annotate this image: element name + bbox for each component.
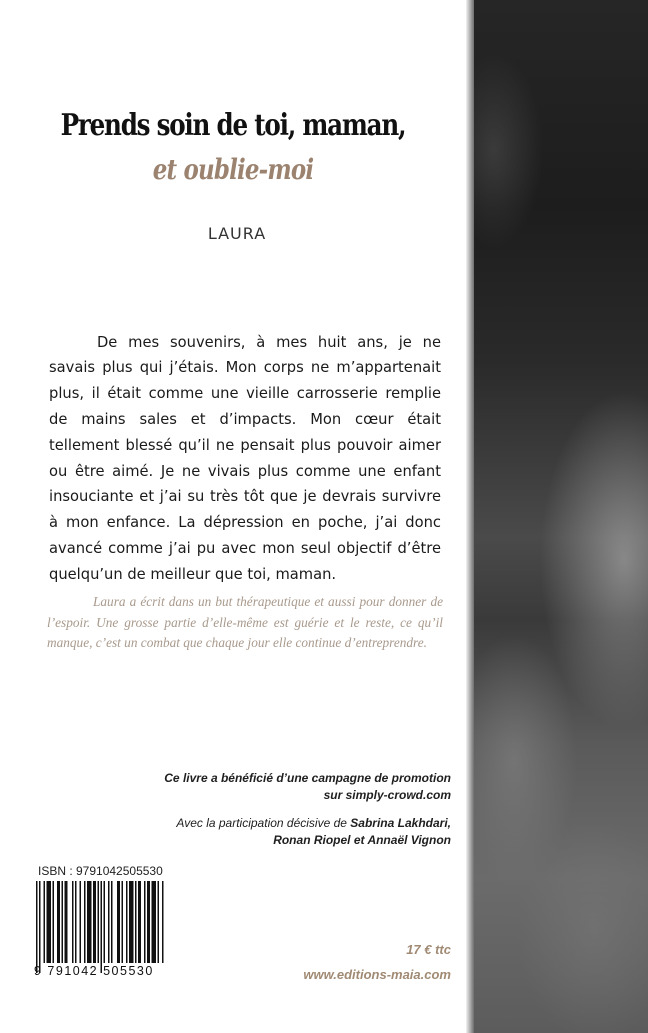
isbn-label: ISBN : 9791042505530 xyxy=(38,864,163,878)
barcode-bar xyxy=(93,881,96,963)
barcode-bar xyxy=(75,881,77,963)
barcode-bar xyxy=(126,881,128,963)
spine-edge-highlight xyxy=(466,0,474,1033)
barcode-bar xyxy=(53,881,55,963)
barcode-bar xyxy=(80,881,82,963)
barcode-bar xyxy=(147,881,150,963)
barcode-bar xyxy=(104,881,106,963)
barcode-bar xyxy=(111,881,113,963)
barcode-bar xyxy=(117,881,120,963)
about-author-paragraph: Laura a écrit dans un but thérapeutique et aussi pour donner de l’espoir. Une grosse partie d’elle-même est guérie et le reste, ce qu’il manque, c’est un combat que chaque jour elle continue d’entreprendre. xyxy=(47,594,443,651)
barcode-bar xyxy=(135,881,137,963)
credits-line-2 xyxy=(176,832,451,849)
barcode-bar xyxy=(122,881,124,963)
promo-note xyxy=(164,770,451,804)
barcode-bar xyxy=(98,881,100,963)
barcode-bar xyxy=(57,881,60,963)
barcode-bar xyxy=(152,881,157,963)
barcode-bar xyxy=(101,881,103,973)
book-title: Prends soin de toi, maman, xyxy=(60,108,406,143)
barcode-bar xyxy=(44,881,46,963)
barcode-bar xyxy=(47,881,52,963)
promo-line-1: Ce livre a bénéficié d’une campagne de promotion xyxy=(164,771,451,785)
blurb-paragraph: De mes souvenirs, à mes huit ans, je ne savais plus qui j’étais. Mon corps ne m’appartenait plus, il était comme une vieille carrosserie remplie de mains sales et d’impacts. Mon cœur était tellement blessé qu’il ne pensait plus pouvoir aimer ou être aimé. Je ne vivais plus comme une enfant insouciante et j’ai su très tôt que je devrais survivre à mon enfance. La dépression en poche, j’ai donc avancé comme j’ai pu avec mon seul objectif d’être quelqu’un de meilleur que toi, maman. xyxy=(49,333,441,583)
barcode-bar xyxy=(72,881,74,963)
credits-note xyxy=(176,815,451,849)
barcode-bar xyxy=(158,881,160,963)
barcode-bar xyxy=(84,881,86,963)
barcode-bar xyxy=(138,881,141,963)
barcode-bar xyxy=(62,881,64,963)
barcode-bar xyxy=(108,881,110,963)
barcode-bar xyxy=(144,881,146,963)
credits-prefix: Avec la participation décisive de xyxy=(176,816,351,830)
barcode-bar xyxy=(129,881,134,963)
spine-photo-texture xyxy=(474,0,648,1033)
credits-line-1 xyxy=(176,815,451,832)
price-label: 17 € ttc xyxy=(406,942,451,957)
barcode-bar xyxy=(162,881,164,963)
credits-name-2: Ronan Riopel xyxy=(273,833,351,847)
barcode-bar xyxy=(36,881,38,973)
credits-joiner: et xyxy=(350,833,368,847)
barcode-bar xyxy=(39,881,41,973)
barcode-digits: 9 791042 505530 xyxy=(34,964,154,978)
publisher-website: www.editions-maia.com xyxy=(303,967,451,982)
barcode-bar xyxy=(87,881,92,963)
credits-name-3: Annaël Vignon xyxy=(367,833,451,847)
credits-name-1: Sabrina Lakhdari, xyxy=(350,816,451,830)
promo-line-2: sur simply-crowd.com xyxy=(323,788,451,802)
author-name: LAURA xyxy=(207,224,267,243)
barcode-bar xyxy=(65,881,68,963)
book-subtitle: et oublie-moi xyxy=(152,153,314,186)
